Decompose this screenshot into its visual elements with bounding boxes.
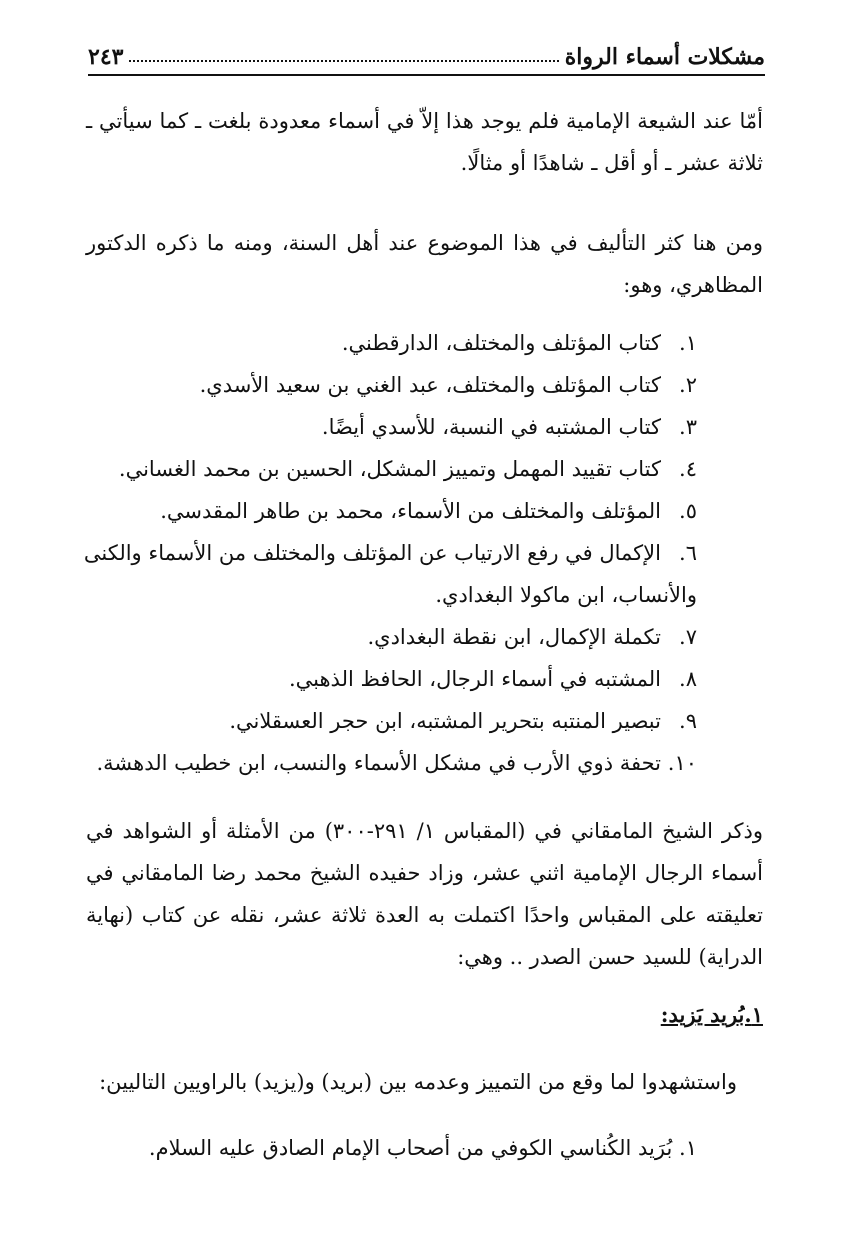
book-list-number: ٧. [679,625,697,649]
section-list-item [86,1136,697,1160]
book-list-text: الإكمال في رفع الارتياب عن المؤتلف والمختلف من الأسماء والكنى والأنساب، ابن ماكولا البغدادي. [83,541,697,607]
book-list-text: تحفة ذوي الأرب في مشكل الأسماء والنسب، ابن خطيب الدهشة. [96,751,661,775]
book-list-text: تبصير المنتبه بتحرير المشتبه، ابن حجر العسقلاني. [229,709,661,733]
section-intro: واستشهدوا لما وقع من التمييز وعدمه بين (بريد) و(يزيد) بالراويين التاليين: [99,1070,737,1094]
book-list-text: المؤتلف والمختلف من الأسماء، محمد بن طاهر المقدسي. [160,499,661,523]
book-list-item [80,322,697,364]
book-list-number: ٨. [679,667,697,691]
paragraph-mamaqani: وذكر الشيخ المامقاني في (المقباس ١/ ٢٩١-٣٠٠) من الأمثلة أو الشواهد في أسماء الرجال الإمامية اثني عشر، وزاد حفيده الشيخ محمد رضا المامقاني في تعليقته على المقباس واحدًا اكتملت به العدة ثلاثة عشر، نقله عن كتاب (نهاية الدراية) للسيد حسن الصدر .. وهي: [86,819,763,969]
book-list-text: كتاب المؤتلف والمختلف، عبد الغني بن سعيد الأسدي. [199,373,661,397]
book-list-item [80,700,697,742]
running-header [88,36,765,76]
book-list [80,322,697,784]
book-list-number: ٤. [679,457,697,481]
book-list-number: ٩. [679,709,697,733]
header-title: مشكلات أسماء الرواة [564,44,765,70]
book-list-text: كتاب المشتبه في النسبة، للأسدي أيضًا. [321,415,661,439]
book-list-number: ٦. [679,541,697,565]
book-list-text: كتاب المؤتلف والمختلف، الدارقطني. [341,331,661,355]
book-list-number: ٣. [679,415,697,439]
book-list-number: ١٠. [667,751,697,775]
section-item-number: ١. [679,1136,697,1160]
book-list-item [80,406,697,448]
book-list-item [80,658,697,700]
book-list-text: تكملة الإكمال، ابن نقطة البغدادي. [367,625,661,649]
page-number: ٢٤٣ [88,44,124,70]
book-list-item [80,490,697,532]
header-dot-leader [129,60,558,62]
paragraph-sunni-works-intro: ومن هنا كثر التأليف في هذا الموضوع عند أهل السنة، ومنه ما ذكره الدكتور المظاهري، وهو: [86,231,763,297]
book-list-item [80,532,697,616]
section-item-text: بُرَيد الكُناسي الكوفي من أصحاب الإمام الصادق عليه السلام. [148,1136,673,1160]
book-list-item [80,448,697,490]
section-heading: ١.بُريد يَزيد: [660,1002,763,1027]
book-list-number: ١. [679,331,697,355]
paragraph-shia-imamiyya: أمّا عند الشيعة الإمامية فلم يوجد هذا إلاّ في أسماء معدودة بلغت ـ كما سيأتي ـ ثلاثة عشر ـ أو أقل ـ شاهدًا أو مثالًا. [86,109,763,175]
book-list-number: ٢. [679,373,697,397]
book-list-text: كتاب تقييد المهمل وتمييز المشكل، الحسين بن محمد الغساني. [118,457,661,481]
book-list-item [80,742,697,784]
book-list-text: المشتبه في أسماء الرجال، الحافظ الذهبي. [288,667,661,691]
book-list-item [80,364,697,406]
book-list-item [80,616,697,658]
book-list-number: ٥. [679,499,697,523]
